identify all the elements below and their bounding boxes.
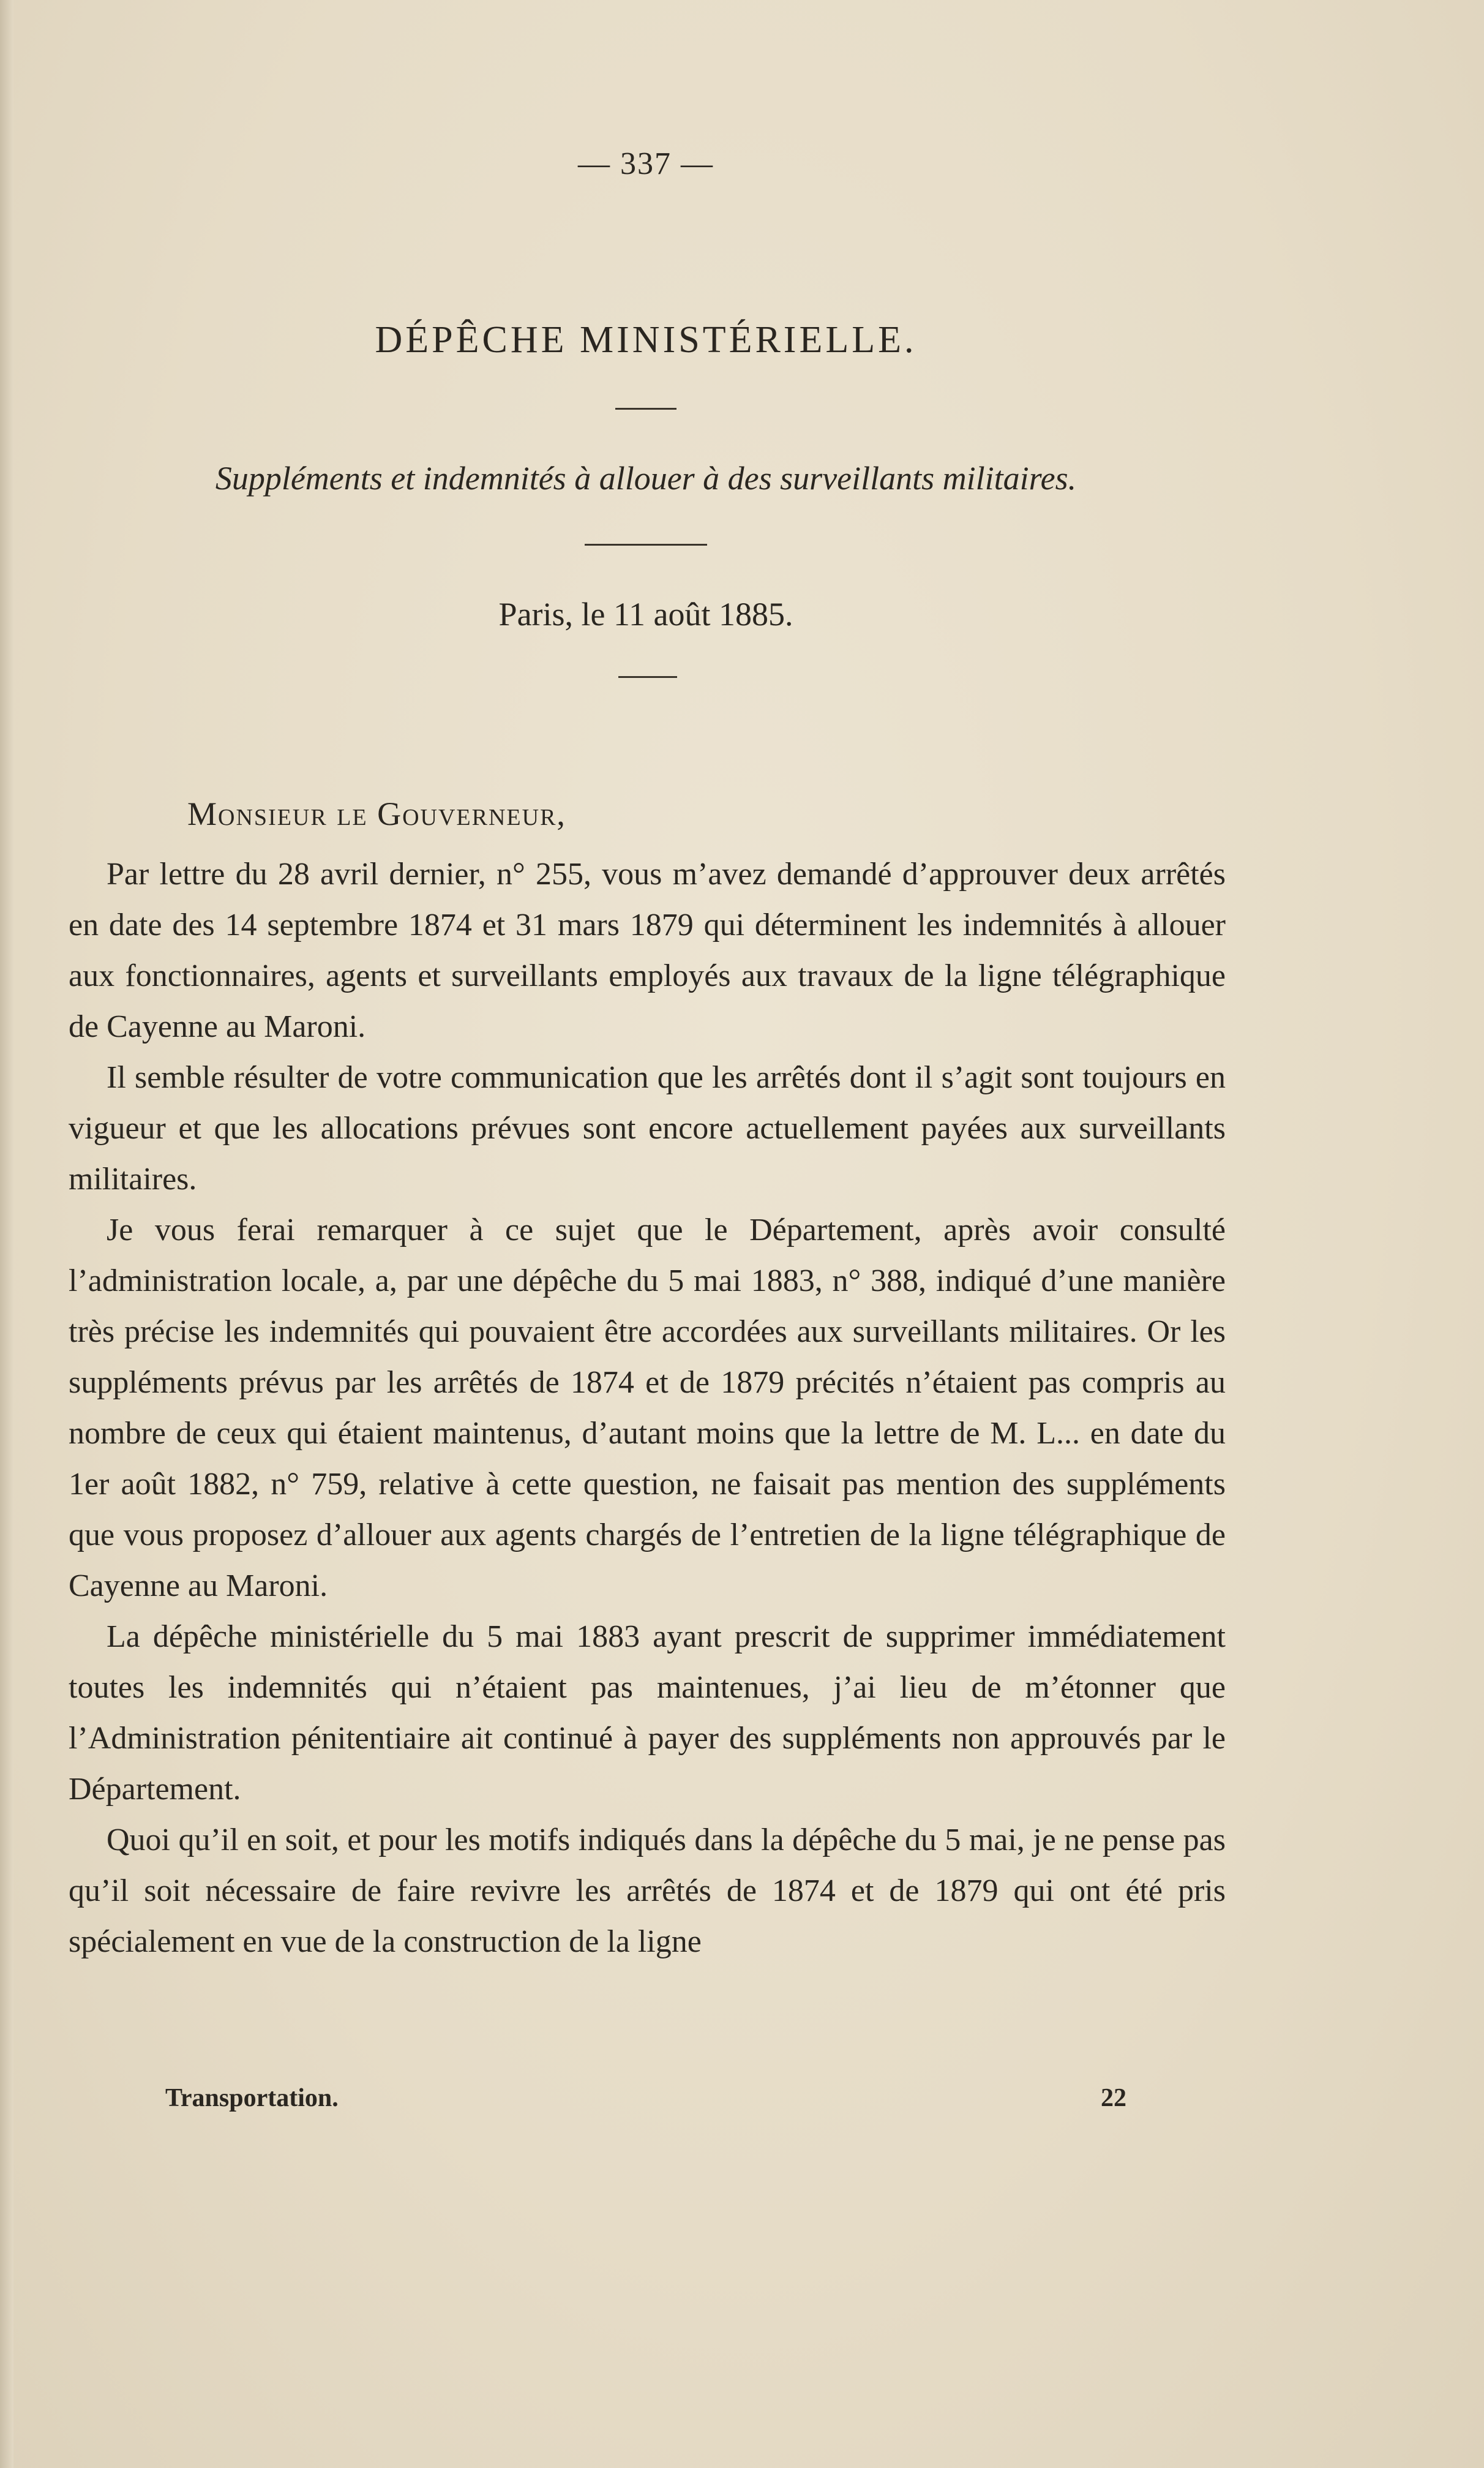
paragraph: La dépêche ministérielle du 5 mai 1883 ayant prescrit de supprimer immédiatement toutes les indemnités qui n’étaient pas maintenues, j’ai lieu de m’étonner que l’Administration pénitentiaire ait continué à payer des suppléments non approuvés par le Département. <box>69 1619 1226 1807</box>
paragraph: Quoi qu’il en soit, et pour les motifs indiqués dans la dépêche du 5 mai, je ne pense pas qu’il soit nécessaire de faire revivre les arrêtés de 1874 et de 1879 qui ont été pris spécialement en vue de la construction de la ligne <box>69 1823 1226 1959</box>
dateline-divider <box>618 676 677 678</box>
page-binding-edge <box>0 0 13 2468</box>
paragraph: Je vous ferai remarquer à ce sujet que le Département, après avoir consulté l’administration locale, a, par une dépêche du 5 mai 1883, n° 388, indiqué d’une manière très précise les indemnités qui pouvaient être accordées aux surveillants militaires. Or les suppléments prévus par les arrêtés de 1874 et de 1879 précités n’étaient pas compris au nombre de ceux qui étaient maintenus, d’autant moins que la lettre de M. L... en date du 1er août 1882, n° 759, relative à cette question, ne faisait pas mention des suppléments que vous proposez d’allouer aux agents chargés de l’entretien de la ligne télégraphique de Cayenne au Maroni. <box>69 1213 1226 1603</box>
footer-section-title: Transportation. <box>165 2084 339 2112</box>
subtitle-divider <box>585 544 707 546</box>
title-divider <box>615 408 676 410</box>
document-title: DÉPÊCHE MINISTÉRIELLE. <box>375 319 917 361</box>
salutation: Monsieur le Gouverneur, <box>187 796 566 832</box>
dateline: Paris, le 11 août 1885. <box>498 596 793 633</box>
letter-body <box>69 849 1226 1967</box>
footer-signature-number: 22 <box>1101 2084 1126 2112</box>
page-number: — 337 — <box>578 146 714 181</box>
paragraph: Il semble résulter de votre communication que les arrêtés dont il s’agit sont toujours en vigueur et que les allocations prévues sont encore actuellement payées aux surveillants militaires. <box>69 1060 1226 1197</box>
paragraph: Par lettre du 28 avril dernier, n° 255, vous m’avez demandé d’approuver deux arrêtés en date des 14 septembre 1874 et 31 mars 1879 qui déterminent les indemnités à allouer aux fonctionnaires, agents et surveillants employés aux travaux de la ligne télégraphique de Cayenne au Maroni. <box>69 857 1226 1044</box>
document-subtitle: Suppléments et indemnités à allouer à des surveillants militaires. <box>215 460 1077 497</box>
